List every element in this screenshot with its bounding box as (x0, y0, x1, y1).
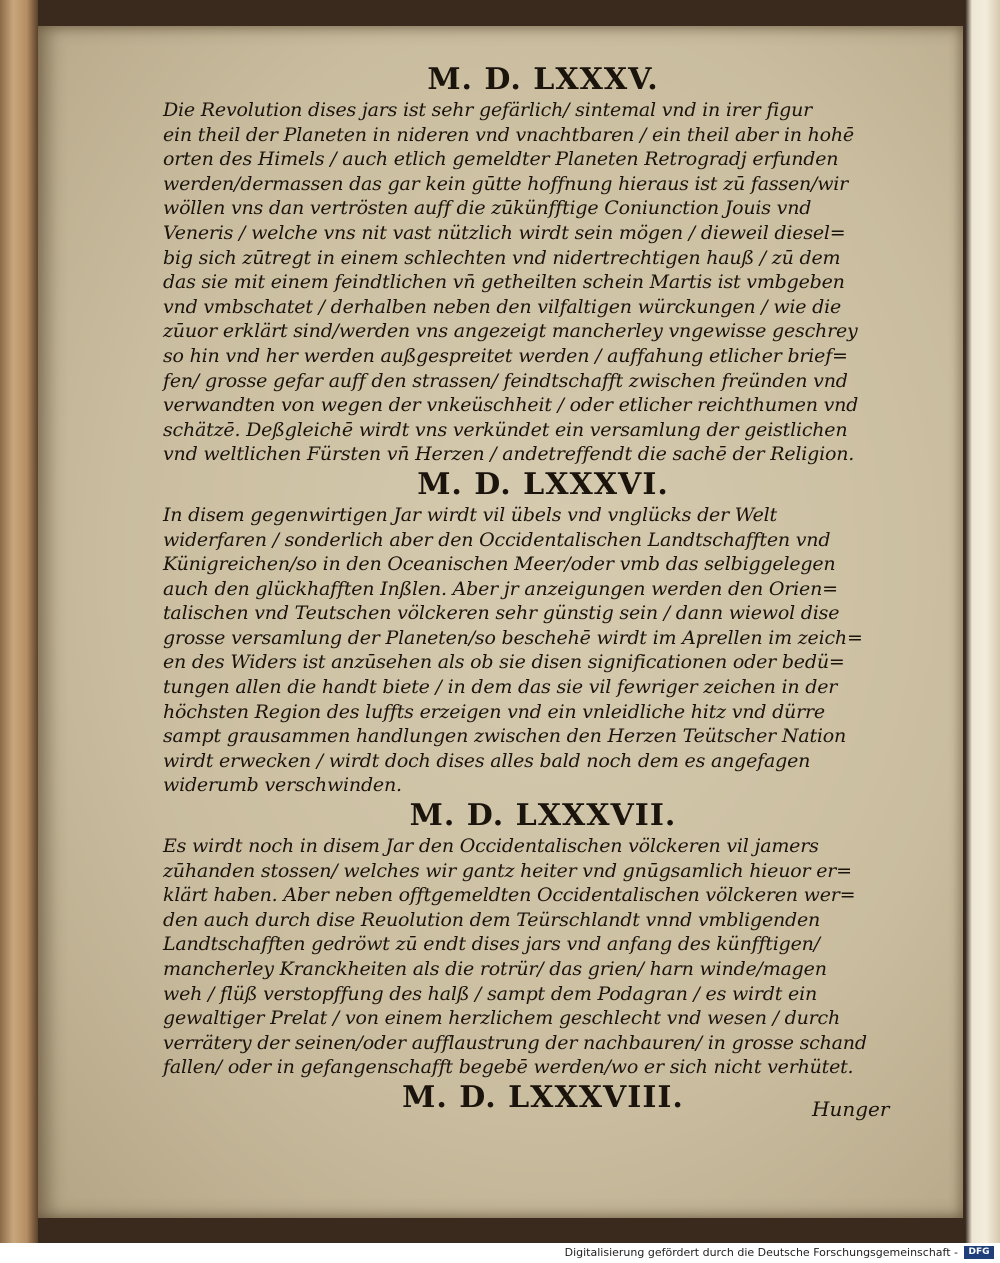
footer-bar (0, 1243, 1000, 1263)
text-line: vnd vmbschatet / derhalben neben den vilfaltigen würckungen / wie die (163, 295, 842, 318)
text-line: fen/ grosse gefar auff den strassen/ feindtschafft zwischen freünden vnd (163, 369, 848, 392)
page-text (163, 62, 923, 1116)
text-line: so hin vnd her werden außgespreitet werden / auffahung etlicher brief= (163, 344, 848, 367)
text-line: klärt haben. Aber neben offtgemeldten Occidentalischen völckeren wer= (163, 884, 856, 907)
year-heading-1588: M. D. LXXXVIII. (402, 1079, 684, 1115)
text-line: wirdt erwecken / wirdt doch dises alles bald noch dem es angefagen (163, 749, 811, 772)
catchword: Hunger (812, 1097, 890, 1121)
text-line: tungen allen die handt biete / in dem das sie vil fewriger zeichen in der (163, 676, 838, 699)
paragraph-1585 (163, 98, 923, 467)
dfg-logo: DFG (964, 1246, 994, 1259)
text-line: fallen/ oder in gefangenschafft begebē werden/wo er sich nicht verhütet. (163, 1056, 854, 1079)
text-line: ein theil der Planeten in nideren vnd vnachtbaren / ein theil aber in hohē (163, 123, 854, 146)
text-line: verrätery der seinen/oder aufflaustrung der nachbauren/ in grosse schand (163, 1031, 867, 1054)
footer-credit: Digitalisierung gefördert durch die Deutsche Forschungsgemeinschaft - (564, 1246, 958, 1259)
paragraph-1586 (163, 503, 923, 798)
text-line: orten des Himels / auch etlich gemeldter Planeten Retrogradj erfunden (163, 148, 839, 171)
book-next-page-edge (965, 0, 1000, 1243)
text-line: schätzē. Deßgleichē wirdt vns verkündet ein versamlung der geistlichen (163, 418, 848, 441)
year-heading-1587: M. D. LXXXVII. (409, 798, 677, 834)
text-line: zūhanden stossen/ welches wir gantz heiter vnd gnūgsamlich hieuor er= (163, 859, 852, 882)
text-line: Landtschafften gedröwt zū endt dises jars vnd anfang des künfftigen/ (163, 933, 820, 956)
year-heading-1585: M. D. LXXXV. (427, 62, 659, 97)
year-heading-1586: M. D. LXXXVI. (417, 466, 669, 502)
paragraph-1587 (163, 834, 923, 1080)
text-line: das sie mit einem feindtlichen vn̄ getheilten schein Martis ist vmbgeben (163, 271, 845, 294)
text-line: Veneris / welche vns nit vast nützlich wirdt sein mögen / dieweil diesel= (163, 221, 846, 244)
text-line: Die Revolution dises jars ist sehr gefärlich/ sintemal vnd in irer figur (163, 99, 812, 121)
text-line: werden/dermassen das gar kein gūtte hoffnung hieraus ist zū fassen/wir (163, 172, 849, 195)
text-line: In disem gegenwirtigen Jar wirdt vil übels vnd vnglücks der Welt (163, 503, 777, 526)
text-line: gewaltiger Prelat / von einem herzlichem geschlecht vnd wesen / durch (163, 1007, 841, 1030)
text-line: talischen vnd Teutschen völckeren sehr günstig sein / dann wiewol dise (163, 602, 840, 625)
text-line: auch den glückhafften Inßlen. Aber jr anzeigungen werden den Orien= (163, 577, 838, 600)
text-line: den auch durch dise Reuolution dem Teürschlandt vnnd vmbligenden (163, 908, 821, 931)
text-line: widerfaren / sonderlich aber den Occidentalischen Landtschafften vnd (163, 528, 831, 551)
text-line: vnd weltlichen Fürsten vn̄ Herzen / andetreffendt die sachē der Religion. (163, 443, 855, 466)
text-line: höchsten Region des luffts erzeigen vnd ein vnleidliche hitz vnd dürre (163, 700, 825, 723)
text-line: zūuor erklärt sind/werden vns angezeigt mancherley vngewisse geschrey (163, 320, 858, 343)
text-line: sampt grausammen handlungen zwischen den Herzen Teütscher Nation (163, 725, 847, 748)
text-line: widerumb verschwinden. (163, 774, 402, 797)
text-line: Künigreichen/so in den Oceanischen Meer/oder vmb das selbiggelegen (163, 553, 836, 576)
text-line: mancherley Kranckheiten als die rotrür/ das grien/ harn winde/magen (163, 958, 827, 980)
text-line: verwandten von wegen der vnkeüschheit / oder etlicher reichthumen vnd (163, 394, 859, 417)
text-line: wöllen vns dan vertrösten auff die zūkünfftige Coniunction Jouis vnd (163, 197, 812, 220)
text-line: big sich zūtregt in einem schlechten vnd nidertrechtigen hauß / zū dem (163, 246, 841, 269)
text-line: weh / flüß verstopffung des halß / sampt dem Podagran / es wirdt ein (163, 982, 817, 1005)
text-line: en des Widers ist anzūsehen als ob sie disen significationen oder bedü= (163, 651, 845, 674)
text-line: grosse versamlung der Planeten/so beschehē wirdt im Aprellen im zeich= (163, 626, 863, 649)
book-cover-left-edge (0, 0, 38, 1243)
text-line: Es wirdt noch in disem Jar den Occidentalischen völckeren vil jamers (163, 835, 819, 858)
